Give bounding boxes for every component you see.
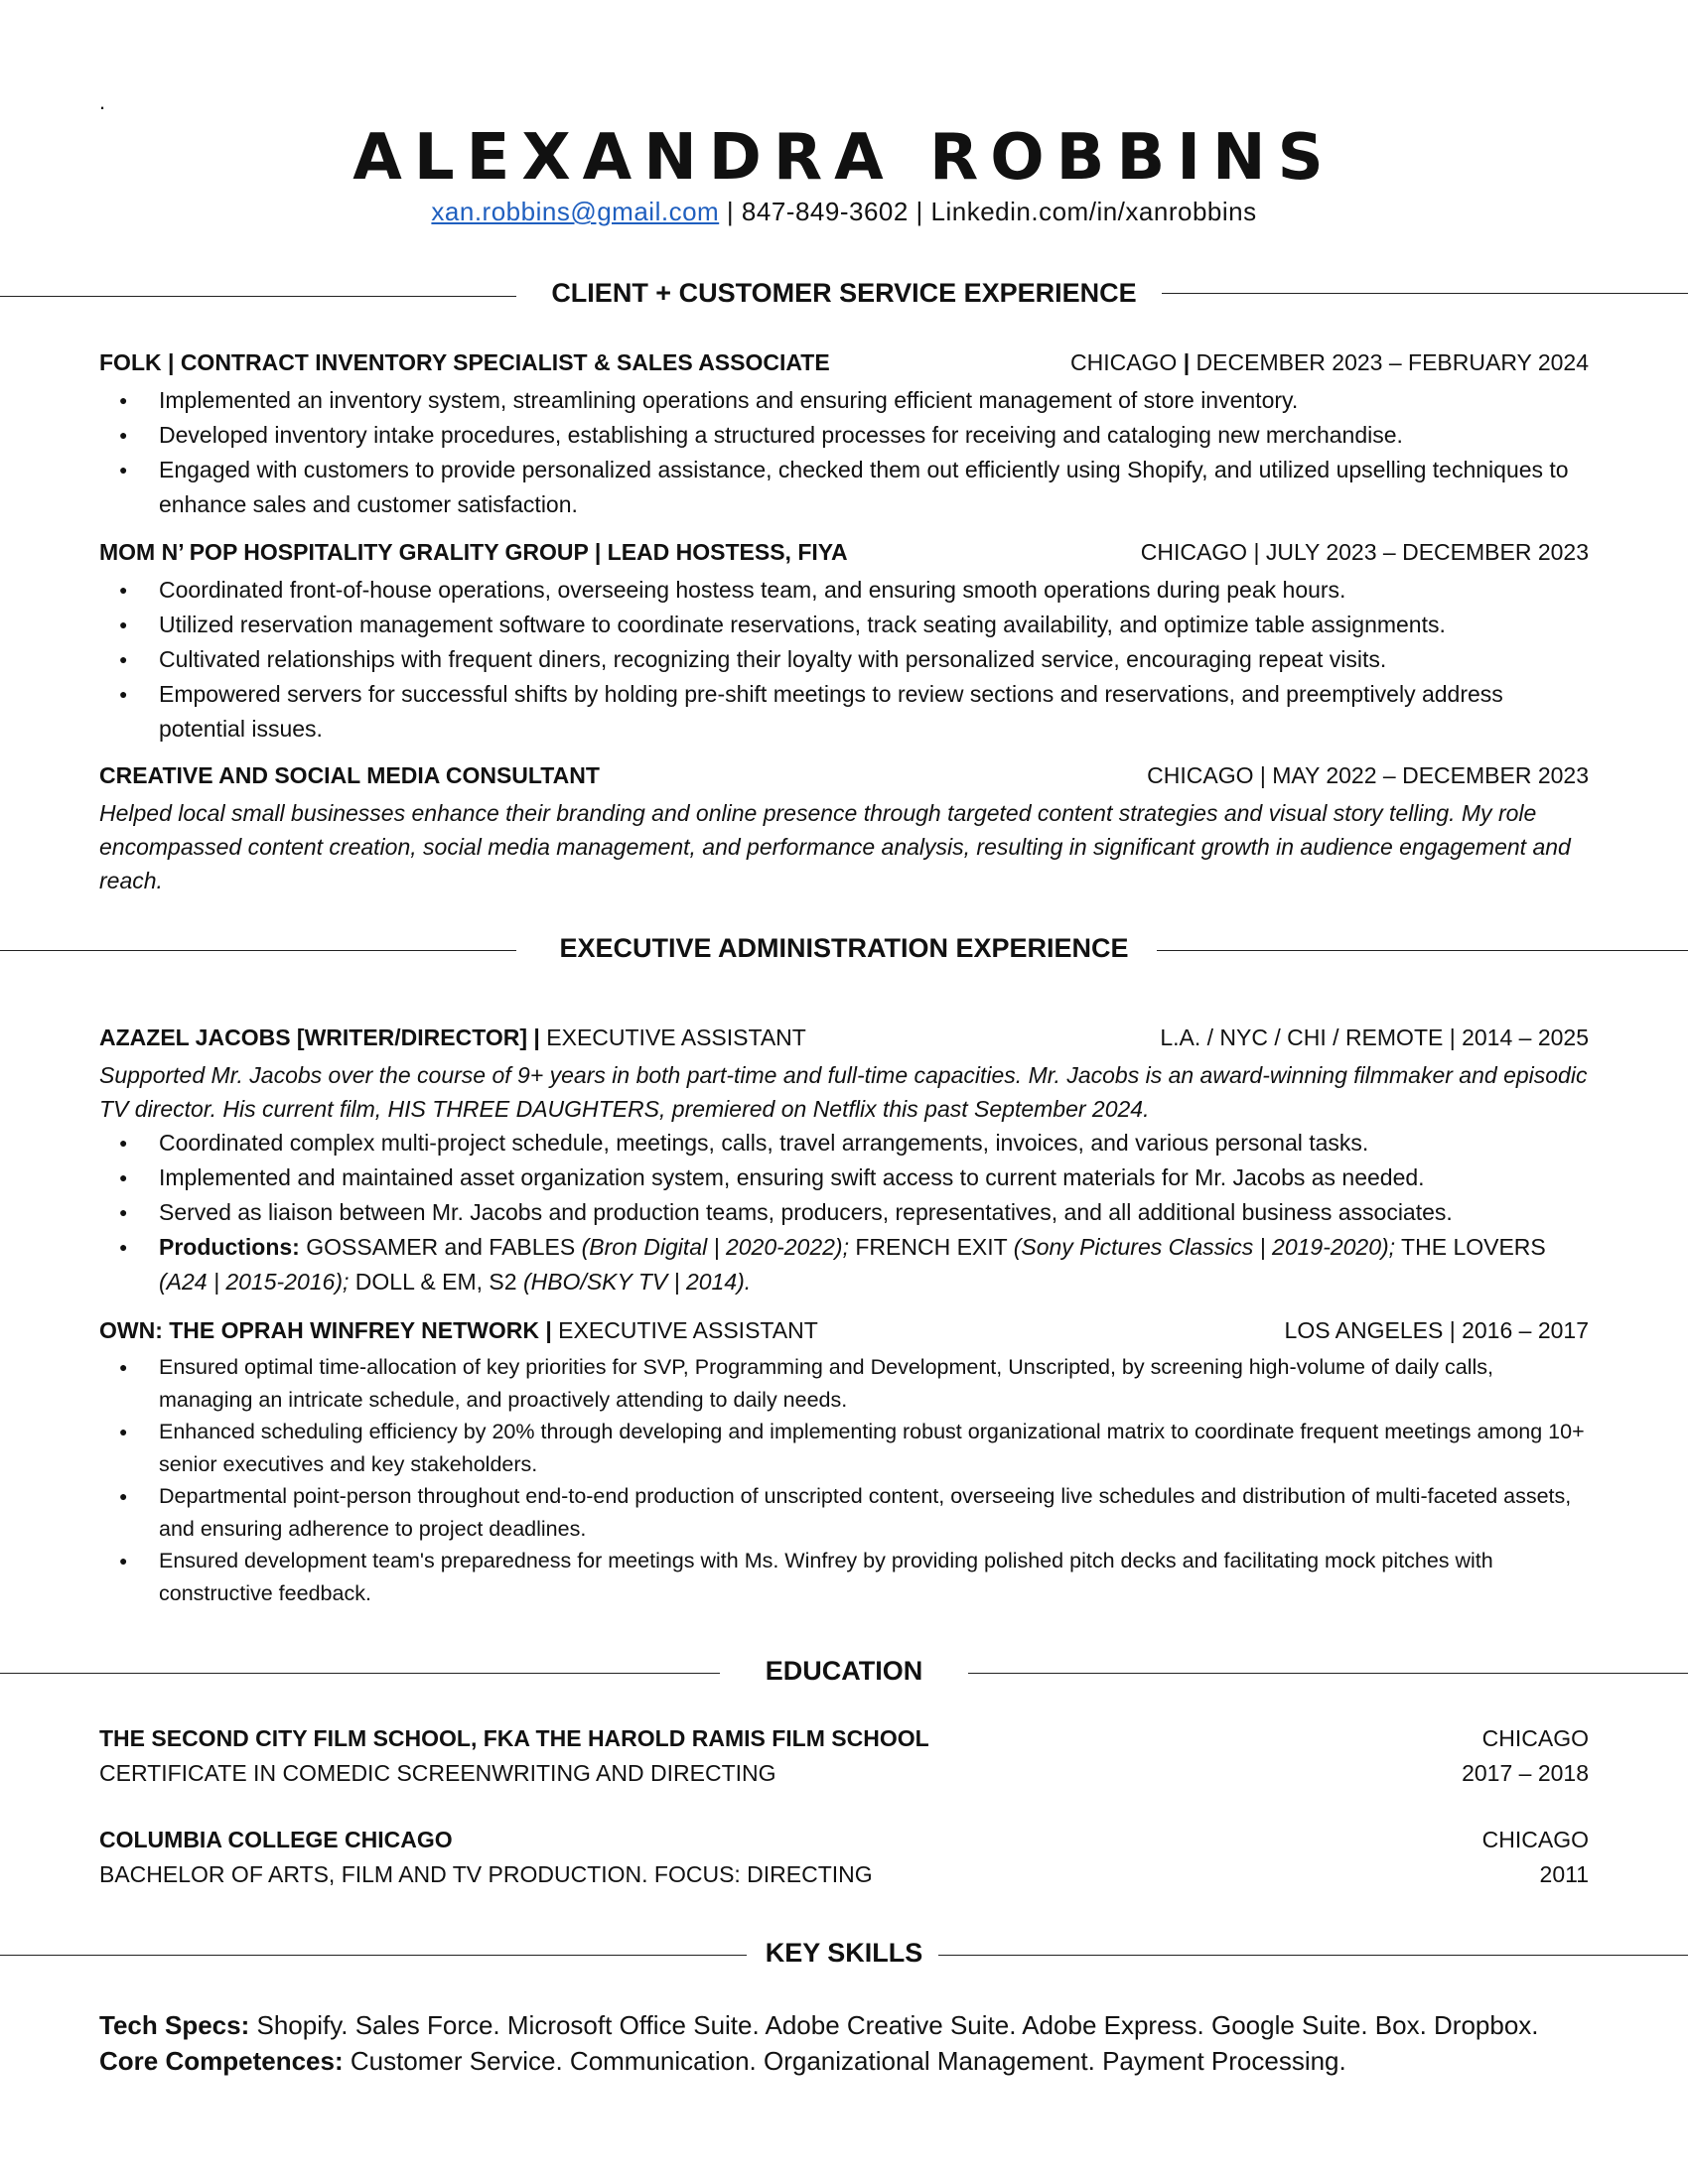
section-title: CLIENT + CUSTOMER SERVICE EXPERIENCE — [551, 278, 1137, 308]
list-item: ● Departmental point-person throughout end-to-end production of unscripted content, overseeing live schedules and distribution of multi-faceted assets, and ensuring adherence to project deadlines. — [159, 1480, 1589, 1545]
education-entry — [99, 1827, 1589, 1896]
years: 2017 – 2018 — [1462, 1760, 1589, 1786]
list-item: ● Served as liaison between Mr. Jacobs and production teams, producers, representatives, and all additional business associates. — [159, 1195, 1589, 1230]
job-header — [99, 1317, 1589, 1351]
list-item: ● Utilized reservation management software to coordinate reservations, track seating availability, and optimize table assignments. — [159, 608, 1589, 642]
job-location-dates: CHICAGO | MAY 2022 – DECEMBER 2023 — [1147, 762, 1589, 788]
job-header — [99, 349, 1589, 383]
job-title: MOM N’ POP HOSPITALITY GRALITY GROUP | LEAD HOSTESS, FIYA — [99, 539, 848, 565]
phone-linkedin: | 847-849-3602 | Linkedin.com/in/xanrobbins — [719, 197, 1257, 226]
list-item: ● Empowered servers for successful shifts by holding pre-shift meetings to review sections and reservations, and preemptively address potential issues. — [159, 677, 1589, 747]
section-header-exec — [0, 933, 1688, 973]
job-location-dates: CHICAGO | JULY 2023 – DECEMBER 2023 — [1140, 539, 1589, 565]
job-description: Supported Mr. Jacobs over the course of 9+ years in both part-time and full-time capacities. Mr. Jacobs is an award-winning filmmaker and episodic TV director. His current film, HIS THREE DAUGHTERS, premiered on Netflix this past September 2024. — [99, 1062, 1588, 1122]
core-competences: Core Competences: Customer Service. Communication. Organizational Management. Payment Processing. — [99, 2046, 1346, 2076]
school-name: COLUMBIA COLLEGE CHICAGO — [99, 1827, 453, 1852]
job-header — [99, 762, 1589, 796]
job-location-dates: LOS ANGELES | 2016 – 2017 — [1284, 1317, 1589, 1343]
job-location-dates: L.A. / NYC / CHI / REMOTE | 2014 – 2025 — [1160, 1024, 1589, 1050]
school-city: CHICAGO — [1481, 1827, 1589, 1852]
job-title: AZAZEL JACOBS [WRITER/DIRECTOR] | — [99, 1024, 540, 1050]
job-header — [99, 539, 1589, 573]
school-name: THE SECOND CITY FILM SCHOOL, FKA THE HAROLD RAMIS FILM SCHOOL — [99, 1725, 929, 1751]
job-description: Helped local small businesses enhance their branding and online presence through targeted content strategies and visual story telling. My role encompassed content creation, social media management, and performance analysis, resulting in significant growth in audience engagement and reach. — [99, 800, 1571, 893]
list-item: ● Coordinated front-of-house operations, overseeing hostess team, and ensuring smooth operations during peak hours. — [159, 573, 1589, 608]
job-role: EXECUTIVE ASSISTANT — [539, 1024, 806, 1050]
section-title: KEY SKILLS — [765, 1938, 923, 1968]
list-item: ● Developed inventory intake procedures, establishing a structured processes for receiving and cataloging new merchandise. — [159, 418, 1589, 453]
degree: BACHELOR OF ARTS, FILM AND TV PRODUCTION. FOCUS: DIRECTING — [99, 1861, 873, 1887]
bullet-list — [99, 1351, 1589, 1609]
list-item: ● Enhanced scheduling efficiency by 20% through developing and implementing robust organizational matrix to coordinate frequent meetings among 10+ senior executives and key stakeholders. — [159, 1416, 1589, 1480]
section-title: EXECUTIVE ADMINISTRATION EXPERIENCE — [559, 933, 1129, 963]
job-header — [99, 1024, 1589, 1058]
stray-dot: . — [99, 89, 106, 114]
job-title: FOLK | CONTRACT INVENTORY SPECIALIST & SALES ASSOCIATE — [99, 349, 830, 375]
education-degree-row — [99, 1861, 1589, 1896]
school-city: CHICAGO — [1481, 1725, 1589, 1751]
job-role: EXECUTIVE ASSISTANT — [551, 1317, 818, 1343]
education-school-row — [99, 1827, 1589, 1861]
list-item: ● Engaged with customers to provide personalized assistance, checked them out efficiently using Shopify, and utilized upselling techniques to enhance sales and customer satisfaction. — [159, 453, 1589, 522]
list-item: ● Implemented and maintained asset organization system, ensuring swift access to current materials for Mr. Jacobs as needed. — [159, 1160, 1589, 1195]
job-creative — [99, 762, 1589, 897]
bullet-list — [99, 1126, 1589, 1299]
bullet-list — [99, 573, 1589, 747]
list-item: ● Ensured optimal time-allocation of key priorities for SVP, Programming and Development, Unscripted, by screening high-volume of daily calls, managing an intricate schedule, and proactively attending to daily needs. — [159, 1351, 1589, 1416]
list-item: ● Implemented an inventory system, streamlining operations and ensuring efficient management of store inventory. — [159, 383, 1589, 418]
section-header-skills — [0, 1938, 1688, 1978]
degree: CERTIFICATE IN COMEDIC SCREENWRITING AND DIRECTING — [99, 1760, 776, 1786]
list-item-productions: ● Productions: GOSSAMER and FABLES (Bron Digital | 2020-2022); FRENCH EXIT (Sony Pictures Classics | 2019-2020); THE LOVERS (A24 | 2015-2016); DOLL & EM, S2 (HBO/SKY TV | 2014). — [159, 1230, 1589, 1299]
candidate-name: ALEXANDRA ROBBINS — [352, 121, 1336, 195]
job-folk — [99, 349, 1589, 522]
section-title: EDUCATION — [765, 1656, 923, 1686]
section-header-education — [0, 1656, 1688, 1696]
job-azazel — [99, 1024, 1589, 1299]
job-mompop — [99, 539, 1589, 747]
list-item: ● Coordinated complex multi-project schedule, meetings, calls, travel arrangements, invoices, and various personal tasks. — [159, 1126, 1589, 1160]
years: 2011 — [1539, 1861, 1589, 1887]
job-title: CREATIVE AND SOCIAL MEDIA CONSULTANT — [99, 762, 600, 788]
contact-line — [0, 197, 1688, 227]
email-link[interactable]: xan.robbins@gmail.com — [431, 197, 720, 226]
education-degree-row — [99, 1760, 1589, 1795]
job-title: OWN: THE OPRAH WINFREY NETWORK | — [99, 1317, 552, 1343]
tech-specs: Tech Specs: Shopify. Sales Force. Microsoft Office Suite. Adobe Creative Suite. Adobe Express. Google Suite. Box. Dropbox. — [99, 2010, 1539, 2040]
section-header-client — [0, 278, 1688, 318]
job-location-dates: CHICAGO | DECEMBER 2023 – FEBRUARY 2024 — [1069, 349, 1589, 375]
job-own — [99, 1317, 1589, 1609]
list-item: ● Ensured development team's preparedness for meetings with Ms. Winfrey by providing polished pitch decks and facilitating mock pitches with constructive feedback. — [159, 1545, 1589, 1609]
skills-block — [99, 2007, 1589, 2079]
list-item: ● Cultivated relationships with frequent diners, recognizing their loyalty with personalized service, encouraging repeat visits. — [159, 642, 1589, 677]
education-entry — [99, 1725, 1589, 1795]
bullet-list — [99, 383, 1589, 522]
education-school-row — [99, 1725, 1589, 1760]
